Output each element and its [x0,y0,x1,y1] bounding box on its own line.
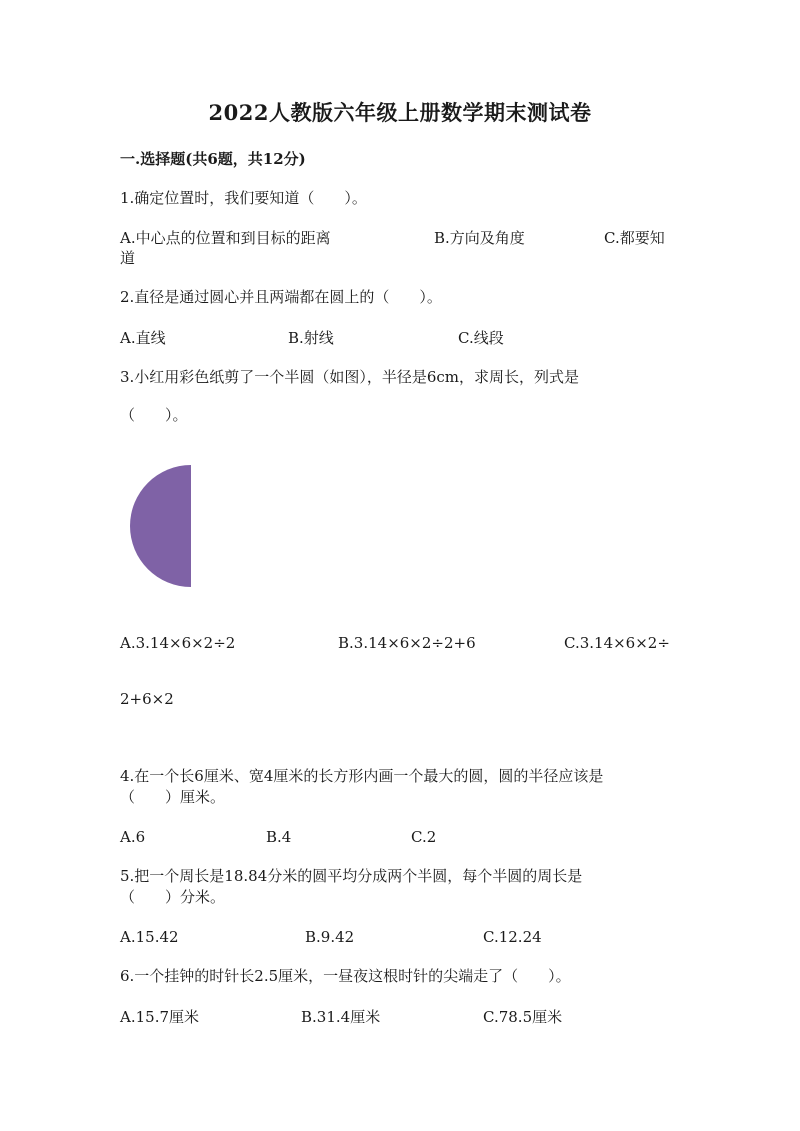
question-5-option-a: A.15.42 [120,928,179,946]
question-4-stem-cont: （ ）厘米。 [120,788,226,806]
question-3-stem-cont: （ ）。 [120,406,188,424]
question-1-stem: 1.确定位置时，我们要知道（ ）。 [120,189,367,207]
question-4-option-c: C.2 [411,828,437,846]
question-5-option-b: B.9.42 [305,928,355,946]
question-4-option-a: A.6 [120,828,146,846]
question-3-option-b: B.3.14×6×2÷2+6 [338,634,476,652]
question-2-stem: 2.直径是通过圆心并且两端都在圆上的（ ）。 [120,288,442,306]
question-2-option-b: B.射线 [288,329,334,347]
question-3-option-c: C.3.14×6×2÷ [564,634,670,652]
question-3-option-a: A.3.14×6×2÷2 [120,634,236,652]
question-4-stem: 4.在一个长6厘米、宽4厘米的长方形内画一个最大的圆，圆的半径应该是 [120,767,604,785]
question-3-stem: 3.小红用彩色纸剪了一个半圆（如图），半径是6cm，求周长，列式是 [120,368,579,386]
question-1-option-c-wrap: 道 [120,249,136,267]
question-3-option-c-wrap: 2+6×2 [120,690,174,708]
question-4-option-b: B.4 [266,828,292,846]
question-5-stem: 5.把一个周长是18.84分米的圆平均分成两个半圆，每个半圆的周长是 [120,867,583,885]
semicircle-shape [130,465,191,587]
question-1-option-c: C.都要知 [604,229,665,247]
question-5-stem-cont: （ ）分米。 [120,888,226,906]
question-6-option-b: B.31.4厘米 [301,1008,381,1026]
question-6-stem: 6.一个挂钟的时针长2.5厘米，一昼夜这根时针的尖端走了（ ）。 [120,967,571,985]
question-1-option-a: A.中心点的位置和到目标的距离 [120,229,331,247]
question-2-option-a: A.直线 [120,329,166,347]
question-5-option-c: C.12.24 [483,928,542,946]
question-2-option-c: C.线段 [458,329,504,347]
question-1-option-b: B.方向及角度 [434,229,525,247]
semicircle-figure [128,463,194,589]
page-title: 2022人教版六年级上册数学期末测试卷 [208,100,592,125]
question-6-option-c: C.78.5厘米 [483,1008,563,1026]
question-6-option-a: A.15.7厘米 [120,1008,199,1026]
section-heading: 一.选择题(共6题，共12分) [120,150,306,168]
